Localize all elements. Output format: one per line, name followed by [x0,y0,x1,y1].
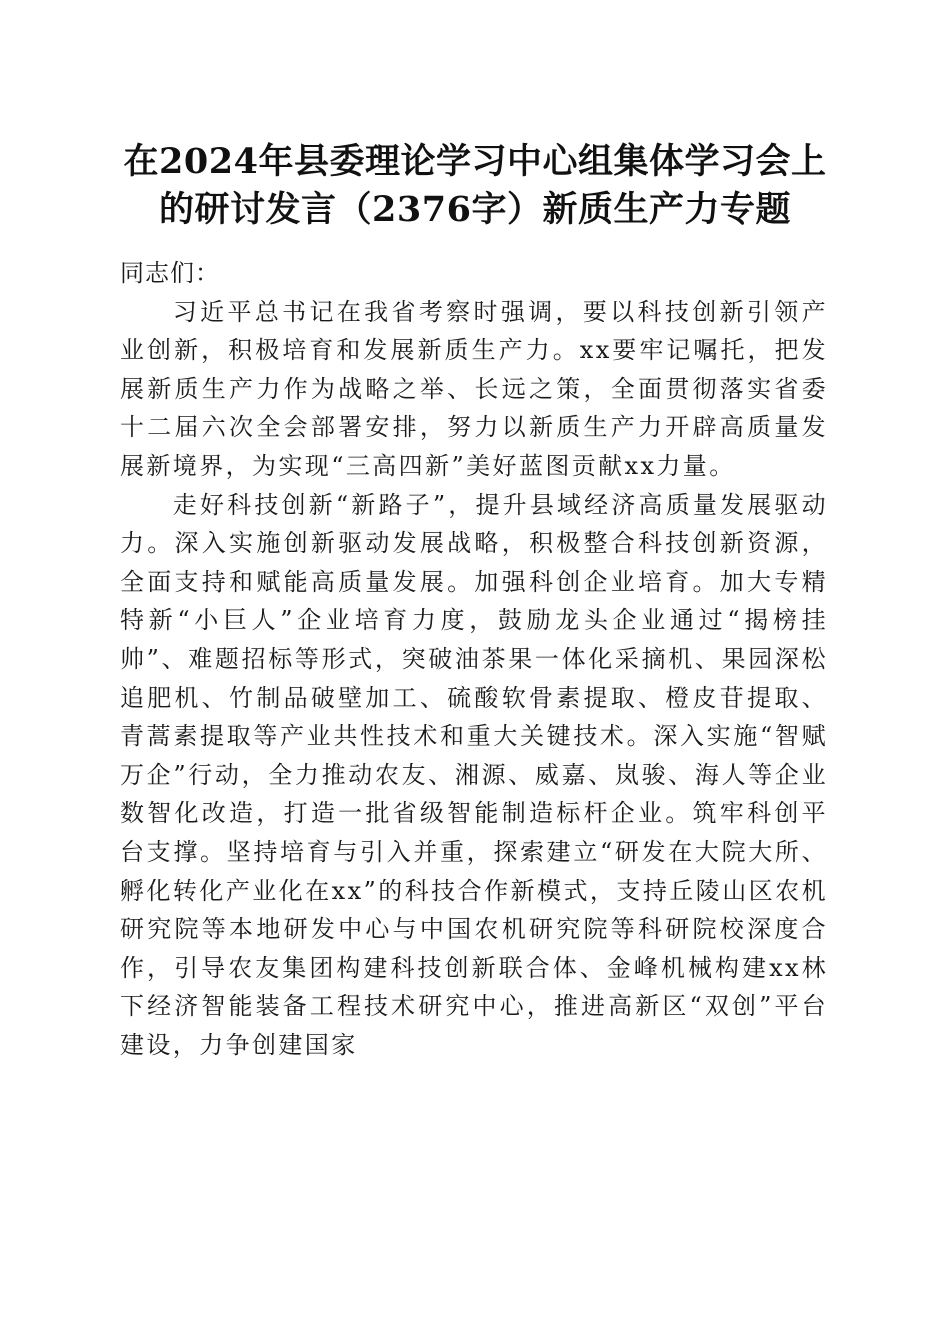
document-body [120,254,828,1064]
salutation: 同志们： [120,259,220,287]
paragraph-intro: 习近平总书记在我省考察时强调，要以科技创新引领产业创新，积极培育和发展新质生产力。xx要牢记嘱托，把发展新质生产力作为战略之举、长远之策，全面贯彻落实省委十二届六次全会部署安排，努力以新质生产力开辟高质量发展新境界，为实现“三高四新”美好蓝图贡献xx力量。 [120,297,828,480]
title-line-2: 的研讨发言（2376字）新质生产力专题 [159,189,791,230]
document-title [90,138,860,234]
paragraph-tech-innovation: 走好科技创新“新路子”，提升县域经济高质量发展驱动力。深入实施创新驱动发展战略，积极整合科技创新资源，全面支持和赋能高质量发展。加强科创企业培育。加大专精特新“小巨人”企业培育力度，鼓励龙头企业通过“揭榜挂帅”、难题招标等形式，突破油茶果一体化采摘机、果园深松追肥机、竹制品破壁加工、硫酸软骨素提取、橙皮苷提取、青蒿素提取等产业共性技术和重大关键技术。深入实施“智赋万企”行动，全力推动农友、湘源、威嘉、岚骏、海人等企业数智化改造，打造一批省级智能制造标杆企业。筑牢科创平台支撑。坚持培育与引入并重，探索建立“研发在大院大所、孵化转化产业化在xx”的科技合作新模式，支持丘陵山区农机研究院等本地研发中心与中国农机研究院等科研院校深度合作，引导农友集团构建科技创新联合体、金峰机械构建xx林下经济智能装备工程技术研究中心，推进高新区“双创”平台建设，力争创建国家 [120,490,828,1059]
title-line-1: 在2024年县委理论学习中心组集体学习会上 [123,141,827,182]
